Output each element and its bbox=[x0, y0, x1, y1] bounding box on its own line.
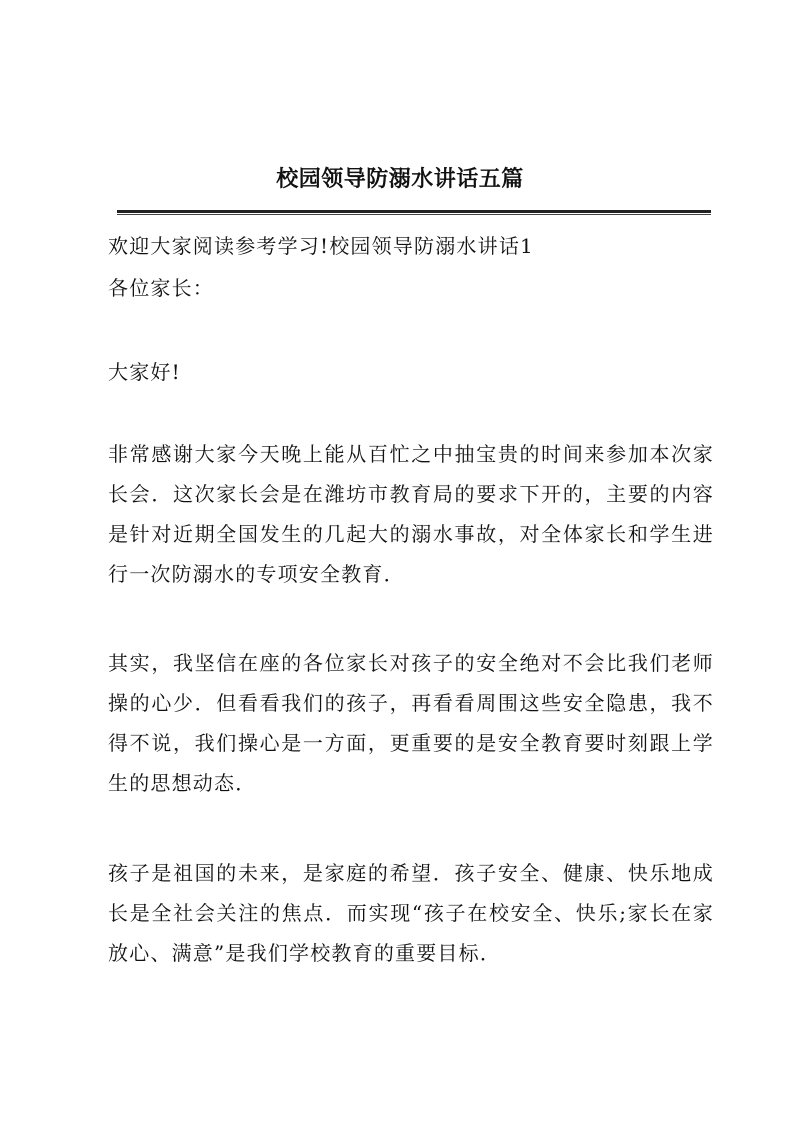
paragraph-2: 其实，我坚信在座的各位家长对孩子的安全绝对不会比我们老师操的心少．但看看我们的孩子，再看看周围这些安全隐患，我不得不说，我们操心是一方面，更重要的是安全教育要时刻跟上学生的思想动态． bbox=[108, 651, 714, 795]
title-divider bbox=[117, 210, 711, 215]
paragraph-1: 非常感谢大家今天晚上能从百忙之中抽宝贵的时间来参加本次家长会．这次家长会是在潍坊市教育局的要求下开的，主要的内容是针对近期全国发生的几起大的溺水事故，对全体家长和学生进行一次防溺水的专项安全教育． bbox=[108, 442, 714, 586]
paragraph-3: 孩子是祖国的未来，是家庭的希望．孩子安全、健康、快乐地成长是全社会关注的焦点．而实现“孩子在校安全、快乐;家长在家放心、满意”是我们学校教育的重要目标． bbox=[108, 861, 714, 965]
intro-line: 欢迎大家阅读参考学习!校园领导防溺水讲话1 bbox=[108, 234, 534, 258]
document-title: 校园领导防溺水讲话五篇 bbox=[276, 166, 524, 192]
greeting: 大家好! bbox=[108, 360, 181, 384]
salutation: 各位家长： bbox=[108, 276, 214, 300]
